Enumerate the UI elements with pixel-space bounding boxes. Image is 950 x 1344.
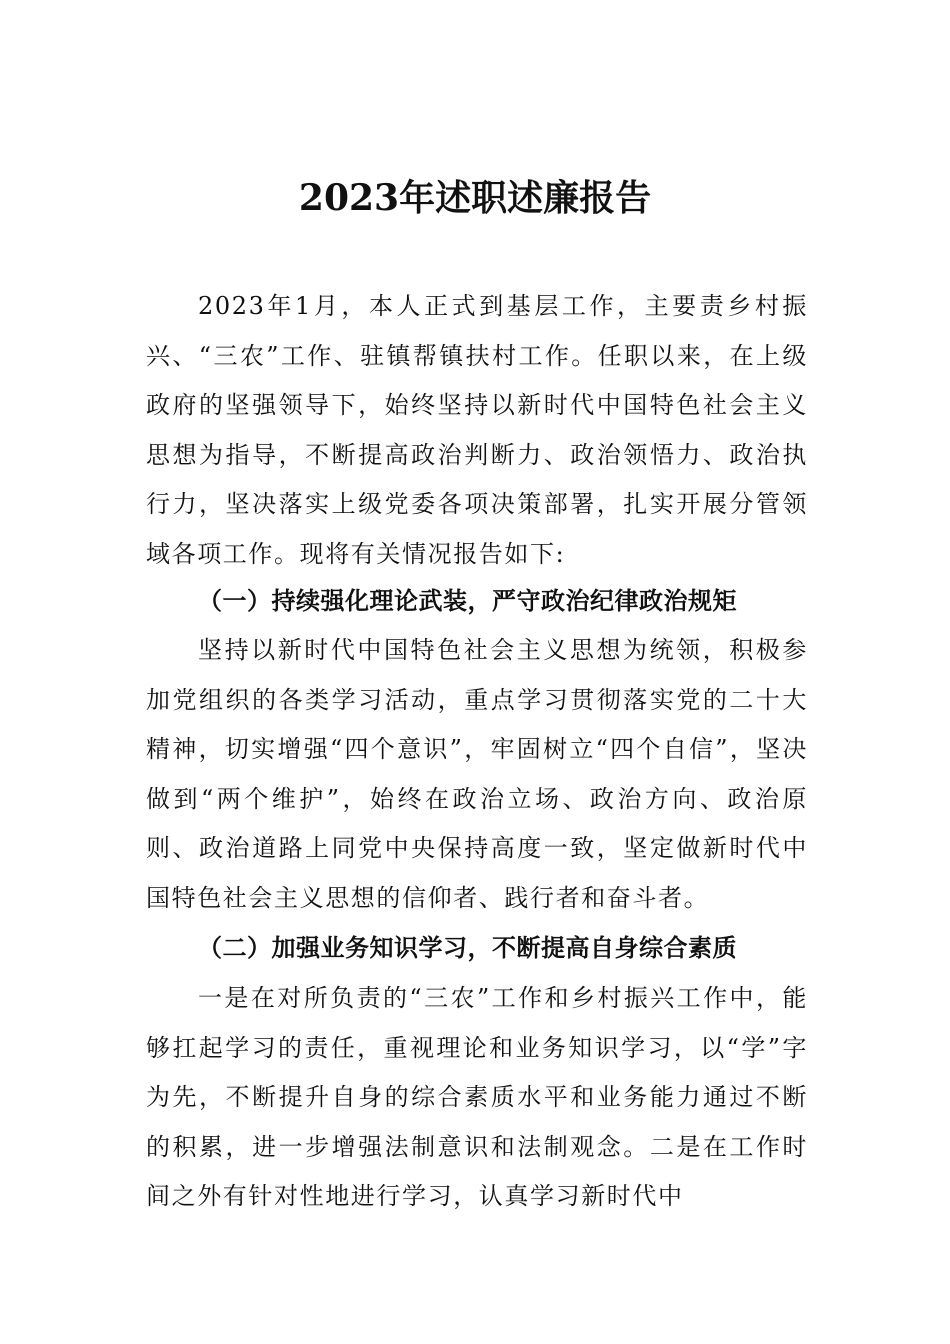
section-heading-2: （二）加强业务知识学习，不断提高自身综合素质 xyxy=(198,934,737,962)
section-paragraph-2: 一是在对所负责的“三农”工作和乡村振兴工作中，能够扛起学习的责任，重视理论和业务知识学习，以“学”字为先，不断提升自身的综合素质水平和业务能力通过不断的积累，进一步增强法制意识和法制观念。二是在工作时间之外有针对性地进行学习，认真学习新时代中 xyxy=(146,984,808,1211)
section-heading-1: （一）持续强化理论武装，严守政治纪律政治规矩 xyxy=(198,587,737,615)
section-paragraph-1: 坚持以新时代中国特色社会主义思想为统领，积极参加党组织的各类学习活动，重点学习贯彻落实党的二十大精神，切实增强“四个意识”，牢固树立“四个自信”，坚决做到“两个维护”，始终在政治立场、政治方向、政治原则、政治道路上同党中央保持高度一致，坚定做新时代中国特色社会主义思想的信仰者、践行者和奋斗者。 xyxy=(146,636,808,912)
document-title: 2023年述职述廉报告 xyxy=(298,177,652,219)
intro-paragraph: 2023年1月，本人正式到基层工作，主要责乡村振兴、“三农”工作、驻镇帮镇扶村工作。任职以来，在上级政府的坚强领导下，始终坚持以新时代中国特色社会主义思想为指导，不断提高政治判断力、政治领悟力、政治执行力，坚决落实上级党委各项决策部署，扎实开展分管领域各项工作。现将有关情况报告如下: xyxy=(146,292,808,568)
